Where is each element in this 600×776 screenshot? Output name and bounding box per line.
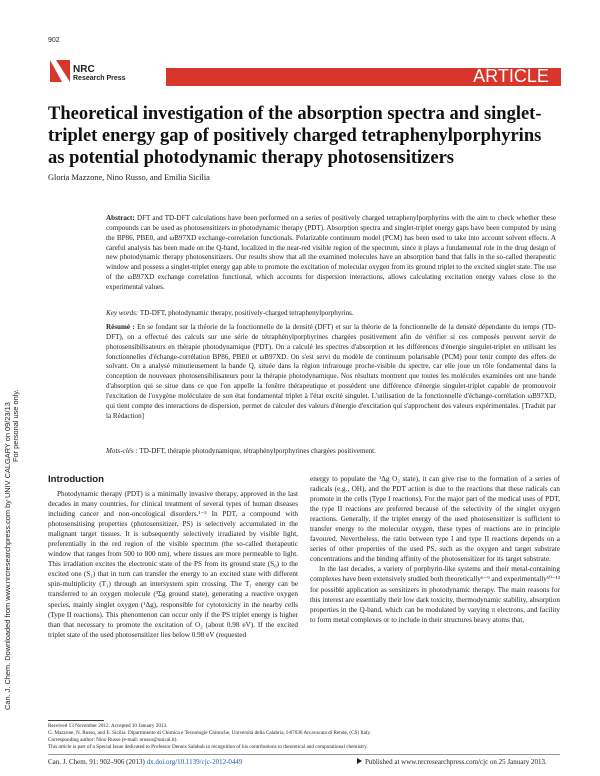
article-title: Theoretical investigation of the absorption spectra and singlet-triplet energy gap of positively charged tetraphenylporphyrins as potential photodynamic therapy photosensitizers: [48, 104, 542, 168]
resume: [106, 323, 556, 421]
footer-divider: [48, 754, 560, 755]
paragraph: energy to populate the ¹Δg O₂ state), it can give rise to the formation of a series of radicals (e.g., OH), and the PDT action is due to the reactions that these radicals can promote in the cells (Type I reactions). For the major part of the medical uses of PDT, the type II reactions are preferred because of the selectivity of the singlet oxygen reactions. Generally, if the triplet energy of the used photosensitizer is sufficient to transfer energy to the molecular oxygen, these types of reactions are in principle favoured. Nevertheless, the ratio between type I and type II reactions depends on a series of other properties of the used PS, such as the oxygen and target substrate concentrations and the binding affinity of the photosensitizer for its target substrate.: [310, 475, 560, 564]
footnote-affiliation: G. Mazzone, N. Russo, and E. Sicilia. Dipartimento di Chimica e Tecnologie Chimiche, Università della Calabria, I-87036 Arcavacata di Rende, (CS) Italy.: [48, 730, 371, 736]
paragraph: In the last decades, a variety of porphyrin-like systems and their metal-containing complexes have been extensively studied both theoretically⁶⁻⁹ and experimentally¹⁰⁻¹³ for possible application as sensitizers in photodynamic therapy. The main reasons for this interest are essentially their low dark toxicity, thermodynamic stability, absorption properties in the Q-band, which can be modulated by varying π electrons, and facility to form metal complexes or to include in their structures heavy atoms that,: [310, 565, 560, 624]
footnote-received: Received 13 November 2012. Accepted 10 January 2013.: [48, 723, 168, 729]
published-text: Published at www.nrcresearchpress.com/cjc on 25 January 2013.: [365, 758, 547, 766]
page-number: 902: [48, 37, 60, 44]
body-column-right: [310, 474, 560, 625]
keywords-text: TD-DFT, photodynamic therapy, positively-charged tetraphenylporphyrins.: [139, 309, 354, 317]
keywords: [106, 309, 556, 319]
abstract-label: Abstract:: [106, 214, 135, 222]
mots-cles-text: TD-DFT, thérapie photodynamique, tétraphénylporphyrines chargées positivement.: [139, 447, 376, 455]
keywords-label: Key words:: [106, 309, 139, 317]
watermark-line-1: Can. J. Chem. Downloaded from www.nrcresearchpress.com by UNIV CALGARY on 09/23/13: [3, 402, 12, 710]
logo-text-research-press: Research Press: [73, 75, 126, 82]
footnote-divider: [48, 720, 104, 721]
abstract: [106, 214, 556, 293]
body-column-left: [48, 489, 298, 640]
paragraph: Photodynamic therapy (PDT) is a minimally invasive therapy, approved in the last decades in many countries, for clinical treatment of several types of human diseases including cancer and non-oncological disorders.¹⁻⁵ In PDT, a compound with photosensitising properties (photosensitizer, PS) is selectively accumulated in the malignant target tissues. It is subsequently selectively irradiated by visible light, preferentially in the red region of the visible spectrum (the so-called therapeutic window that ranges from 500 to 800 nm), where tissues are more permeable to light. This irradiation excites the electronic state of the PS from its ground state (S₀) to the excited one (S₁) that in turn can transfer the energy to an excited state with different spin-multiplicity (T₁) through an intersystem spin crossing. The T₁ energy can be transferred to an oxygen molecule (³Σg ground state), generating a reactive oxygen species, mainly singlet oxygen (¹Δg), responsible for cytotoxicity in the nearby cells (Type II reactions). This phenomenon can occur only if the PS triplet energy is higher than that necessary to promote the excitation of O₂ (about 0.98 eV). If the excited triplet state of the used photosensitizer lies below 0.98 eV (requested: [48, 490, 298, 639]
resume-text: En se fondant sur la théorie de la fonctionnelle de la densité (DFT) et sur la théorie de la fonctionnelle de la densité dépendante du temps (TD-DFT), on a effectué des calculs sur une série de tétraphénylporphyrines chargées positivement afin de vérifier si ces composés peuvent servir de photosensibilisateurs en thérapie photodynamique (PDT). On a calculé les spectres d'absorption et les différences d'énergie singulet-triplet en utilisant les fonctionnelles d'échange-corrélation BP86, PBE0 et ωB97XD. On s'est servi du modèle de continuum polarisable (PCM) pour tenir compte des effets de solvant. On a analysé minutieusement la bande Q, située dans la région infrarouge proche-visible du spectre, car elle joue un rôle fondamental dans la conception de nouveaux photosensibilisateurs pour la thérapie photodynamique. Nos résultats montrent que toutes les molécules examinées ont une bande d'absorption qui se situe dans ce que l'on appelle la fenêtre thérapeutique et possèdent une différence d'énergie singulet-triplet capable de promouvoir l'excitation de l'oxygène moléculaire de son état fondamental triplet à l'état excité singulet. L'utilisation de la fonctionnelle d'échange-corrélation ωB97XD, qui tient compte des interactions de dispersion, permet de calculer des valeurs d'énergie d'excitation qui s'approchent des valeurs expérimentales. [Traduit par la Rédaction]: [106, 323, 556, 420]
footnote-special-issue: This article is part of a Special Issue dedicated to Professor Dennis Salahub in recognition of his contributions to theoretical and computational chemistry.: [48, 744, 368, 750]
arrow-right-icon: [357, 758, 362, 764]
doi-link[interactable]: dx.doi.org/10.1139/cjc-2012-0449: [146, 758, 243, 766]
article-type-label: ARTICLE: [473, 66, 549, 86]
citation-text: Can. J. Chem. 91: 902–906 (2013): [48, 758, 145, 766]
watermark-line-2: For personal use only.: [11, 389, 20, 462]
nrc-logo-icon: [48, 56, 72, 84]
mots-cles-label: Mots-clés :: [106, 447, 138, 455]
footer-published: [357, 758, 547, 766]
logo-text-nrc: NRC: [73, 64, 95, 75]
mots-cles: [106, 447, 556, 457]
download-watermark: [4, 190, 18, 710]
resume-label: Résumé :: [106, 323, 135, 331]
footnote-corresponding-author: Corresponding author: Nino Russo (e-mail: nrusso@unical.it).: [48, 737, 178, 743]
section-heading-introduction: Introduction: [48, 474, 104, 485]
abstract-text: DFT and TD-DFT calculations have been performed on a series of positively charged tetraphenylporphyrins with the aim to check whether these compounds can be used as photosensitizers in photodynamic therapy (PDT). Absorption spectra and singlet-triplet energy gaps have been computed by using the BP86, PBE0, and ωB97XD exchange-correlation functionals. Polarizable continuum model (PCM) has been used to take into account solvent effects. A careful analysis has been made on the Q-band, localized in the near-red visible region of the spectrum, since it plays a fundamental role in the drug design of new photodynamic therapy photosensitizers. Our results show that all the examined molecules have an absorption band that falls in the so-called therapeutic window and possess a singlet-triplet energy gap able to promote the excitation of molecular oxygen from its ground triplet to the excited singlet state. The use of the ωB97XD exchange correlation functional, which accounts for dispersion interactions, allows calculating excitation energy values close to the experimental values.: [106, 214, 556, 291]
footer-citation: [48, 758, 242, 766]
publisher-logo: [48, 56, 158, 88]
author-list: Gloria Mazzone, Nino Russo, and Emilia Sicilia: [48, 173, 210, 182]
